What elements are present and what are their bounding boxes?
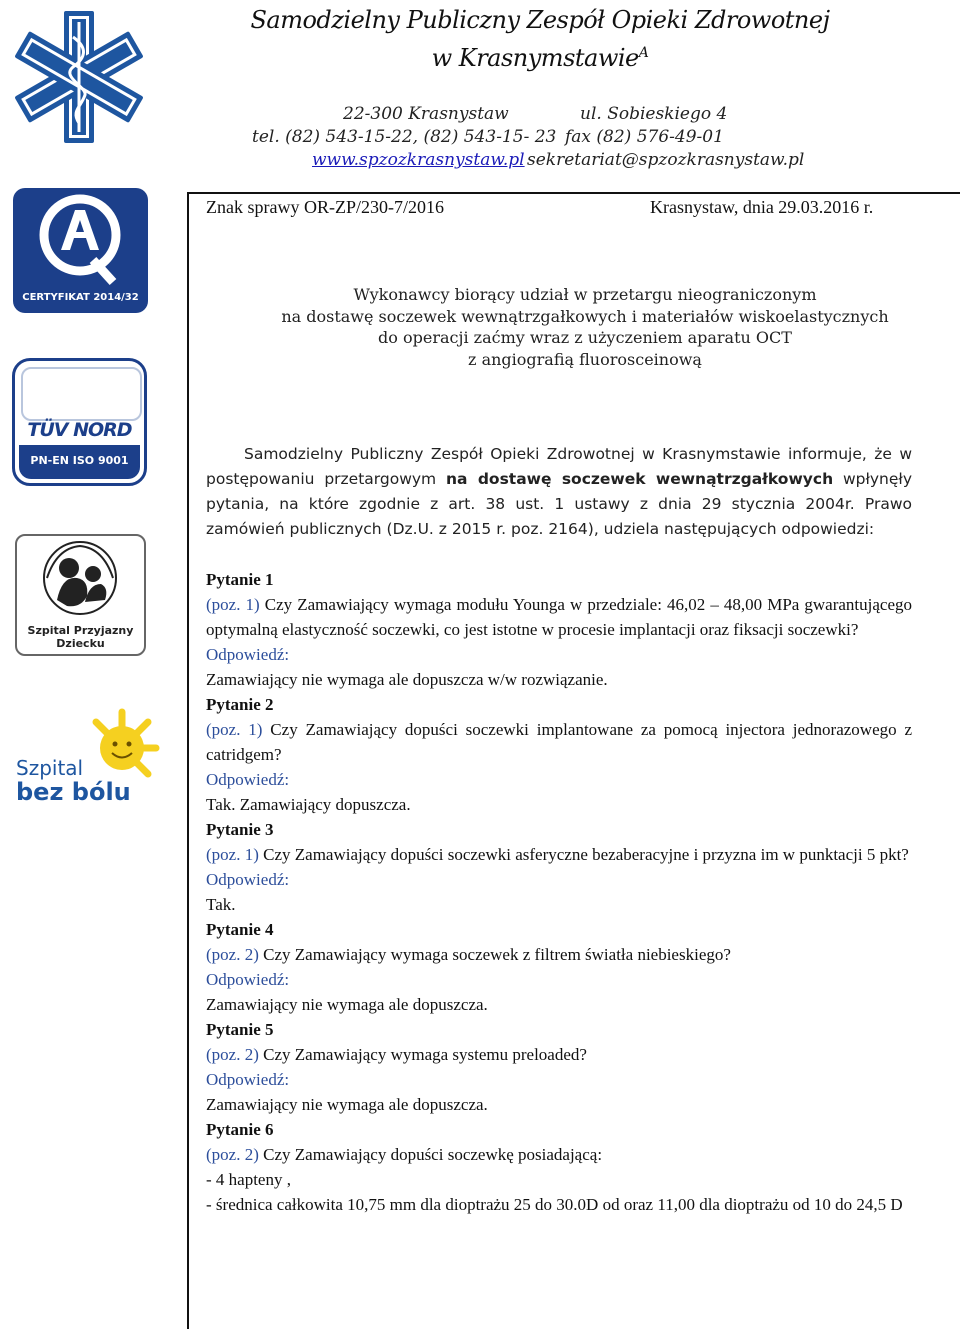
hospital-without-pain-logo xyxy=(12,700,160,812)
answer-text: Tak. Zamawiający dopuszcza. xyxy=(206,795,411,814)
addressee-line: Wykonawcy biorący udział w przetargu nieograniczonym xyxy=(353,285,817,304)
question-title: Pytanie 3 xyxy=(206,820,274,839)
answer-label: Odpowiedź: xyxy=(206,870,290,889)
child-logo-line2: Dziecku xyxy=(56,637,105,650)
org-name-line1: Samodzielny Publiczny Zespół Opieki Zdrowotnej xyxy=(250,6,830,34)
street-address: ul. Sobieskiego 4 xyxy=(580,104,728,124)
pain-logo-line2: bez bólu xyxy=(16,778,131,806)
child-friendly-hospital-logo xyxy=(15,534,146,656)
answer-text: Zamawiający nie wymaga ale dopuszcza. xyxy=(206,1095,488,1114)
header-divider xyxy=(188,192,960,194)
question-title: Pytanie 1 xyxy=(206,570,274,589)
answer-label: Odpowiedź: xyxy=(206,645,290,664)
question-body: Czy Zamawiający wymaga soczewek z filtrem światła niebieskiego? xyxy=(258,945,731,964)
margin-divider xyxy=(187,192,189,1329)
question-ref: (poz. 2) xyxy=(206,1145,259,1164)
email-address: sekretariat@spzozkrasnystaw.pl xyxy=(527,150,805,170)
question-ref: (poz. 1) xyxy=(206,845,259,864)
tuv-nord-text: TÜV NORD xyxy=(27,419,132,441)
fax-number: fax (82) 576-49-01 xyxy=(565,127,724,147)
org-name-line2 xyxy=(330,44,750,72)
question-ref: (poz. 2) xyxy=(206,1045,259,1064)
question-list-item: - 4 hapteny , xyxy=(206,1170,291,1189)
question-ref: (poz. 1) xyxy=(206,595,260,614)
website-link[interactable]: www.spzozkrasnystaw.pl xyxy=(312,150,525,170)
question-title: Pytanie 2 xyxy=(206,695,274,714)
addressee-line: do operacji zaćmy wraz z użyczeniem aparatu OCT xyxy=(378,328,792,347)
question-text xyxy=(206,592,912,642)
answer-label: Odpowiedź: xyxy=(206,1070,290,1089)
star-of-life-logo xyxy=(10,8,148,151)
iso-label: PN-EN ISO 9001 xyxy=(30,454,129,467)
case-number: Znak sprawy OR-ZP/230-7/2016 xyxy=(206,197,444,217)
child-logo-line1: Szpital Przyjazny xyxy=(27,624,134,637)
phone-numbers: tel. (82) 543-15-22, (82) 543-15- 23 xyxy=(252,127,557,147)
org-sup: A xyxy=(638,45,649,61)
question-text xyxy=(206,1042,912,1067)
intro-bold: na dostawę soczewek wewnątrzgałkowych xyxy=(446,470,834,488)
question-text xyxy=(206,1142,912,1167)
question-ref: (poz. 2) xyxy=(206,945,259,964)
intro-paragraph xyxy=(206,442,912,542)
org-city: w Krasnymstawie xyxy=(431,44,639,72)
question-body: Czy Zamawiający wymaga systemu preloaded? xyxy=(258,1045,587,1064)
question-text xyxy=(206,717,912,767)
addressee-line: z angiografią fluorosceinową xyxy=(468,349,702,369)
certificate-label: CERTYFIKAT 2014/32 xyxy=(22,292,139,303)
question-body: Czy Zamawiający wymaga modułu Younga w przedziale: 46,02 – 48,00 MPa gwarantującego optymalną elastyczność soczewki, co jest istotne w procesie implantacji oraz fiksacji soczewki? xyxy=(206,595,912,639)
question-title: Pytanie 4 xyxy=(206,920,274,939)
question-body: Czy Zamawiający dopuści soczewkę posiadającą: xyxy=(258,1145,603,1164)
question-text xyxy=(206,942,912,967)
question-ref: (poz. 1) xyxy=(206,720,263,739)
postal-address: 22-300 Krasnystaw xyxy=(343,104,509,124)
answer-text: Tak. xyxy=(206,895,236,914)
answer-text: Zamawiający nie wymaga ale dopuszcza w/w rozwiązanie. xyxy=(206,670,608,689)
question-title: Pytanie 5 xyxy=(206,1020,274,1039)
addressee-line: na dostawę soczewek wewnątrzgałkowych i materiałów wiskoelastycznych xyxy=(281,306,889,326)
answer-label: Odpowiedź: xyxy=(206,770,290,789)
question-body: Czy Zamawiający dopuści soczewki asferyczne bezaberacyjne i przyzna im w punktacji 5 pkt? xyxy=(258,845,909,864)
question-body: Czy Zamawiający dopuści soczewki implantowane za pomocą injectora jednorazowego z catridgem? xyxy=(206,720,912,764)
addressee-block xyxy=(200,284,960,370)
answer-label: Odpowiedź: xyxy=(206,970,290,989)
quality-certificate-logo xyxy=(13,188,148,313)
pain-logo-line1: Szpital xyxy=(16,756,84,780)
question-list-item: - średnica całkowita 10,75 mm dla dioptrażu 25 do 30.0D od oraz 11,00 dla dioptrażu od 10 do 24,5 D xyxy=(206,1195,903,1214)
question-title: Pytanie 6 xyxy=(206,1120,274,1139)
tuv-nord-logo xyxy=(12,358,147,486)
intro-text: Samodzielny Publiczny Zespół Opieki Zdrowotnej w Krasnymstawie informuje, że w postępowaniu przetargowym xyxy=(206,445,912,488)
place-date: Krasnystaw, dnia 29.03.2016 r. xyxy=(650,197,874,217)
letter-body xyxy=(206,442,912,1217)
question-text xyxy=(206,842,912,867)
answer-text: Zamawiający nie wymaga ale dopuszcza. xyxy=(206,995,488,1014)
intro-text-end: wpłynęły pytania, na które zgodnie z art. 38 ust. 1 ustawy z dnia 29 stycznia 2004r. Prawo zamówień publicznych (Dz.U. z 2015 r. poz. 2164), udziela następujących odpowiedzi: xyxy=(206,470,912,538)
